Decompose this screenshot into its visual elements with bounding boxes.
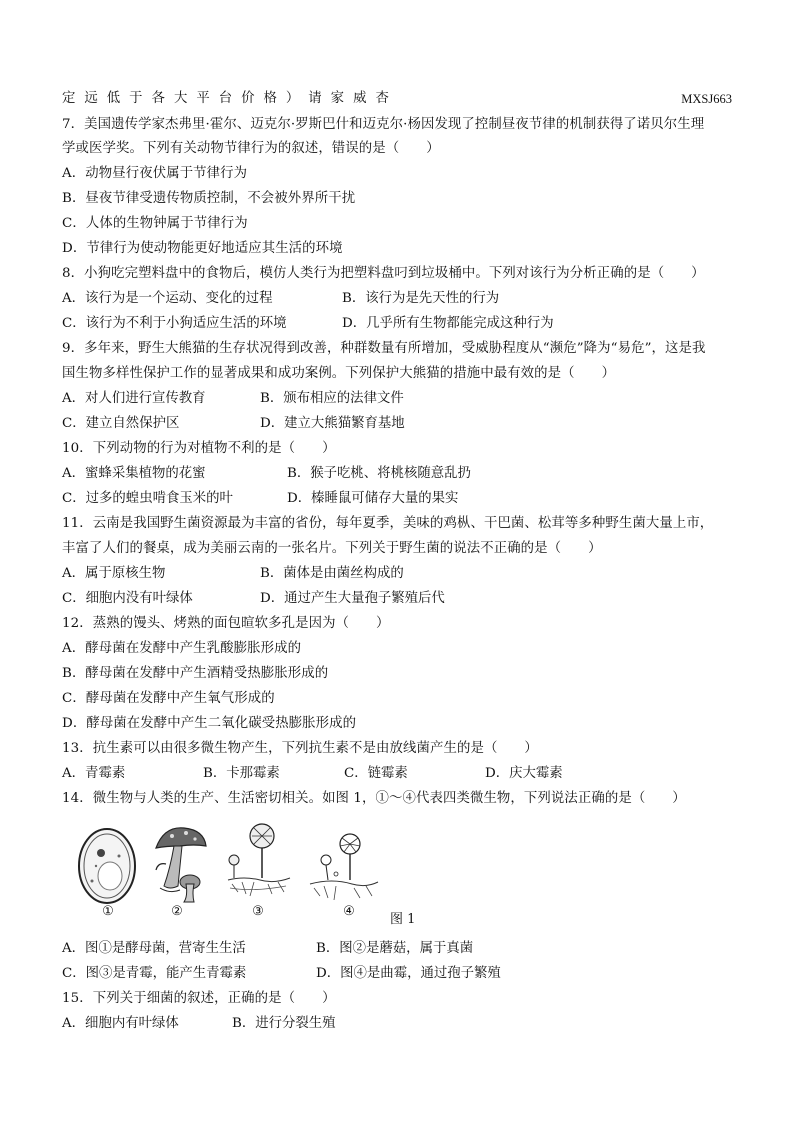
- q9-option-c: C．建立自然保护区: [62, 416, 180, 431]
- q13-option-c: C．链霉素: [344, 766, 408, 781]
- q8-option-a: A．该行为是一个运动、变化的过程: [62, 291, 273, 306]
- q15-stem: 15．下列关于细菌的叙述，正确的是（ ）: [62, 991, 336, 1006]
- q12-stem: 12．蒸熟的馒头、烤熟的面包暄软多孔是因为（ ）: [62, 616, 390, 631]
- q10-option-c: C．过多的蝗虫啃食玉米的叶: [62, 491, 233, 506]
- q9-stem-line1: 9．多年来，野生大熊猫的生存状况得到改善，种群数量有所增加，受威胁程度从“濒危”降为“易危”，这是我: [62, 341, 706, 356]
- q11-option-a: A．属于原核生物: [62, 566, 166, 581]
- q11-option-d: D．通过产生大量孢子繁殖后代: [260, 591, 445, 606]
- figure-caption: 图 1: [390, 912, 416, 927]
- q11-stem-line2: 丰富了人们的餐桌，成为美丽云南的一张名片。下列关于野生菌的说法不正确的是（ ）: [62, 541, 602, 556]
- q7-option-c: C．人体的生物钟属于节律行为: [62, 216, 248, 231]
- q12-option-a: A．酵母菌在发酵中产生乳酸膨胀形成的: [62, 641, 302, 656]
- q8-stem: 8．小狗吃完塑料盘中的食物后，模仿人类行为把塑料盘叼到垃圾桶中。下列对该行为分析正确的是（ ）: [62, 266, 705, 281]
- q15-option-b: B．进行分裂生殖: [232, 1016, 336, 1031]
- q13-option-a: A．青霉素: [62, 766, 126, 781]
- q13-option-d: D．庆大霉素: [485, 766, 563, 781]
- q13-option-b: B．卡那霉素: [203, 766, 280, 781]
- q7-option-b: B．昼夜节律受遗传物质控制，不会被外界所干扰: [62, 191, 356, 206]
- q15-option-a: A．细胞内有叶绿体: [62, 1016, 179, 1031]
- q9-option-d: D．建立大熊猫繁育基地: [260, 416, 405, 431]
- q8-option-d: D．几乎所有生物都能完成这种行为: [342, 316, 554, 331]
- q7-option-a: A．动物昼行夜伏属于节律行为: [62, 166, 248, 181]
- q14-option-c: C．图③是青霉，能产生青霉素: [62, 966, 247, 981]
- q14-option-a: A．图①是酵母菌，营寄生生活: [62, 941, 246, 956]
- figure-label-3: ③: [252, 904, 264, 919]
- figure-label-4: ④: [343, 904, 355, 919]
- q14-option-b: B．图②是蘑菇，属于真菌: [316, 941, 474, 956]
- mushroom-illustration: [150, 824, 210, 904]
- aspergillus-illustration: [308, 830, 380, 904]
- penicillium-illustration: [224, 822, 294, 904]
- q10-stem: 10．下列动物的行为对植物不利的是（ ）: [62, 441, 336, 456]
- q9-option-b: B．颁布相应的法律文件: [260, 391, 404, 406]
- q7-stem-line1: 7．美国遗传学家杰弗里·霍尔、迈克尔·罗斯巴什和迈克尔·杨因发现了控制昼夜节律的机制获得了诺贝尔生理: [62, 117, 705, 132]
- q14-stem: 14．微生物与人类的生产、生活密切相关。如图 1，①～④代表四类微生物，下列说法正确的是（ ）: [62, 791, 686, 806]
- q7-stem-line2: 学或医学奖。下列有关动物节律行为的叙述，错误的是（ ）: [62, 141, 440, 156]
- q11-stem-line1: 11．云南是我国野生菌资源最为丰富的省份，每年夏季，美味的鸡枞、干巴菌、松茸等多种野生菌大量上市，: [62, 516, 714, 531]
- page-header: [62, 90, 732, 108]
- yeast-cell-illustration: [74, 826, 140, 906]
- header-code: MXSJ663: [681, 92, 732, 106]
- q7-option-d: D．节律行为使动物能更好地适应其生活的环境: [62, 241, 343, 256]
- q9-option-a: A．对人们进行宣传教育: [62, 391, 206, 406]
- q14-option-d: D．图④是曲霉，通过孢子繁殖: [316, 966, 501, 981]
- figure-label-1: ①: [102, 904, 114, 919]
- q13-stem: 13．抗生素可以由很多微生物产生，下列抗生素不是由放线菌产生的是（ ）: [62, 741, 538, 756]
- q8-option-b: B．该行为是先天性的行为: [342, 291, 500, 306]
- q12-option-c: C．酵母菌在发酵中产生氧气形成的: [62, 691, 275, 706]
- figure-label-2: ②: [171, 904, 183, 919]
- q10-option-b: B．猴子吃桃、将桃核随意乱扔: [287, 466, 471, 481]
- q8-option-c: C．该行为不利于小狗适应生活的环境: [62, 316, 287, 331]
- q9-stem-line2: 国生物多样性保护工作的显著成果和成功案例。下列保护大熊猫的措施中最有效的是（ ）: [62, 366, 616, 381]
- header-text: 定远低于各大平台价格）请家威杏: [62, 91, 398, 106]
- q10-option-a: A．蜜蜂采集植物的花蜜: [62, 466, 206, 481]
- q12-option-d: D．酵母菌在发酵中产生二氧化碳受热膨胀形成的: [62, 716, 357, 731]
- q12-option-b: B．酵母菌在发酵中产生酒精受热膨胀形成的: [62, 666, 329, 681]
- q10-option-d: D．榛睡鼠可储存大量的果实: [287, 491, 459, 506]
- q11-option-b: B．菌体是由菌丝构成的: [260, 566, 404, 581]
- q11-option-c: C．细胞内没有叶绿体: [62, 591, 193, 606]
